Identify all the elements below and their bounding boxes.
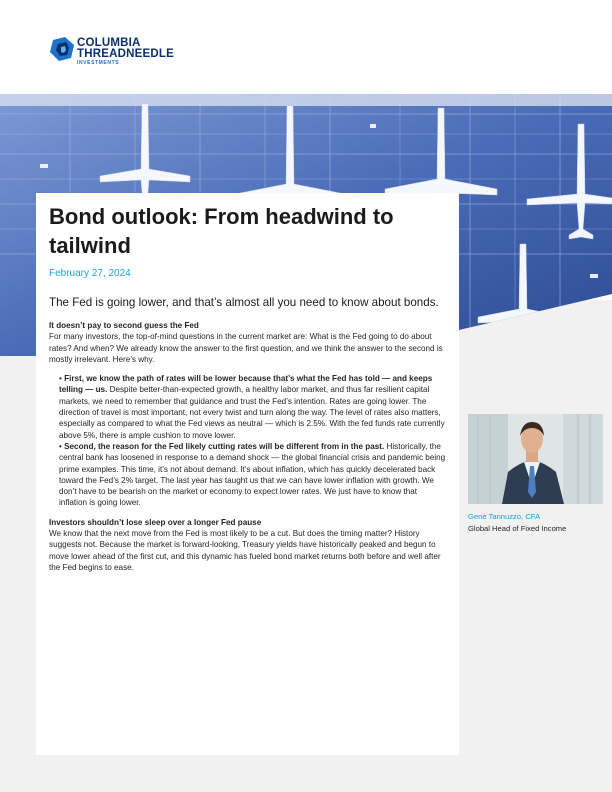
company-logo[interactable] [49,36,189,72]
bullet-list [59,373,447,509]
author-photo [468,414,603,504]
article-date: February 27, 2024 [49,268,131,279]
article-body [49,320,447,573]
logo-text-investments: INVESTMENTS [77,60,120,66]
logo-text-threadneedle: THREADNEEDLE [77,48,174,60]
section-heading: It doesn’t pay to second guess the Fed [49,321,199,330]
author-name[interactable]: Gene Tannuzzo, CFA [468,512,541,521]
article-card [36,193,459,755]
bullet-lead: Second, the reason for the Fed likely cutting rates will be different from in the past. [64,441,385,451]
section-paragraph: For many investors, the top-of-mind questions in the current market are: What is the Fed going to do about rates? And when? We already know the answer to the first question, and we think the answer to the second is mostly irrelevant. Here’s why. [49,332,443,364]
bullet-item: • First, we know the path of rates will be lower because that’s what the Fed has told — and keeps telling — us. Despite better-than-expected growth, a healthy labor market, and thus far resilient capital markets, we need to remember that guidance and trust the Fed’s intention. Rates are going lower. The direction of travel is most important, not every twist and turn along the way. The level of rates also matters, especially as compared to what the Fed views as neutral — which is 2.5%. With the fed funds rate currently above 5%, there is ample cushion to move lower. [59,374,445,440]
author-role: Global Head of Fixed Income [468,524,567,533]
article-title: Bond outlook: From headwind to tailwind [49,204,394,258]
bullet-text: Historically, the central bank has loosened in response to a demand shock — the global financial crisis and pandemic being prime examples. This time, it’s not about demand. It’s about inflation, which has quickly decelerated back toward the Fed’s 2% target. The last year has taught us that we can have lower inflation with growth. We don’t have to be bearish on the market or economy to expect lower rates. We just have to know that inflation is going lower. [59,441,446,508]
section-heading: Investors shouldn’t lose sleep over a longer Fed pause [49,517,262,527]
logo-mark-icon [49,36,75,62]
bullet-item: • Second, the reason for the Fed likely cutting rates will be different from in the past. Historically, the central bank has loosened in response to a demand shock — the global financial crisis and pandemic being prime examples. This time, it’s not about demand. It’s about inflation, which has quickly decelerated back toward the Fed’s 2% target. The last year has taught us that we can have lower inflation with growth. We don’t have to be bearish on the market or economy to expect lower rates. We just have to know that inflation is going lower. [59,441,446,508]
section-paragraph: We know that the next move from the Fed is most likely to be a cut. But does the timing matter? History suggests not. Because the market is forward-looking, Treasury yields have historically peaked and begun to move lower ahead of the first cut, and this dynamic has fueled bond market returns both before and well after the Fed begins to ease. [49,529,441,572]
bullet-lead: First, we know the path of rates will be lower because that’s what the Fed has told — and keeps telling — us. [59,374,433,395]
article-lede: The Fed is going lower, and that’s almost all you need to know about bonds. [49,296,439,309]
logo-text-columbia: COLUMBIA [77,37,141,49]
bullet-text: Despite better-than-expected growth, a healthy labor market, and thus far resilient capital markets, we need to remember that guidance and trust the Fed’s intention. Rates are going lower. The direction of travel is most important, not every twist and turn along the way. The level of rates also matters, especially as compared to what the Fed views as neutral — which is 2.5%. With the fed funds rate currently above 5%, there is ample cushion to move lower. [59,385,445,440]
